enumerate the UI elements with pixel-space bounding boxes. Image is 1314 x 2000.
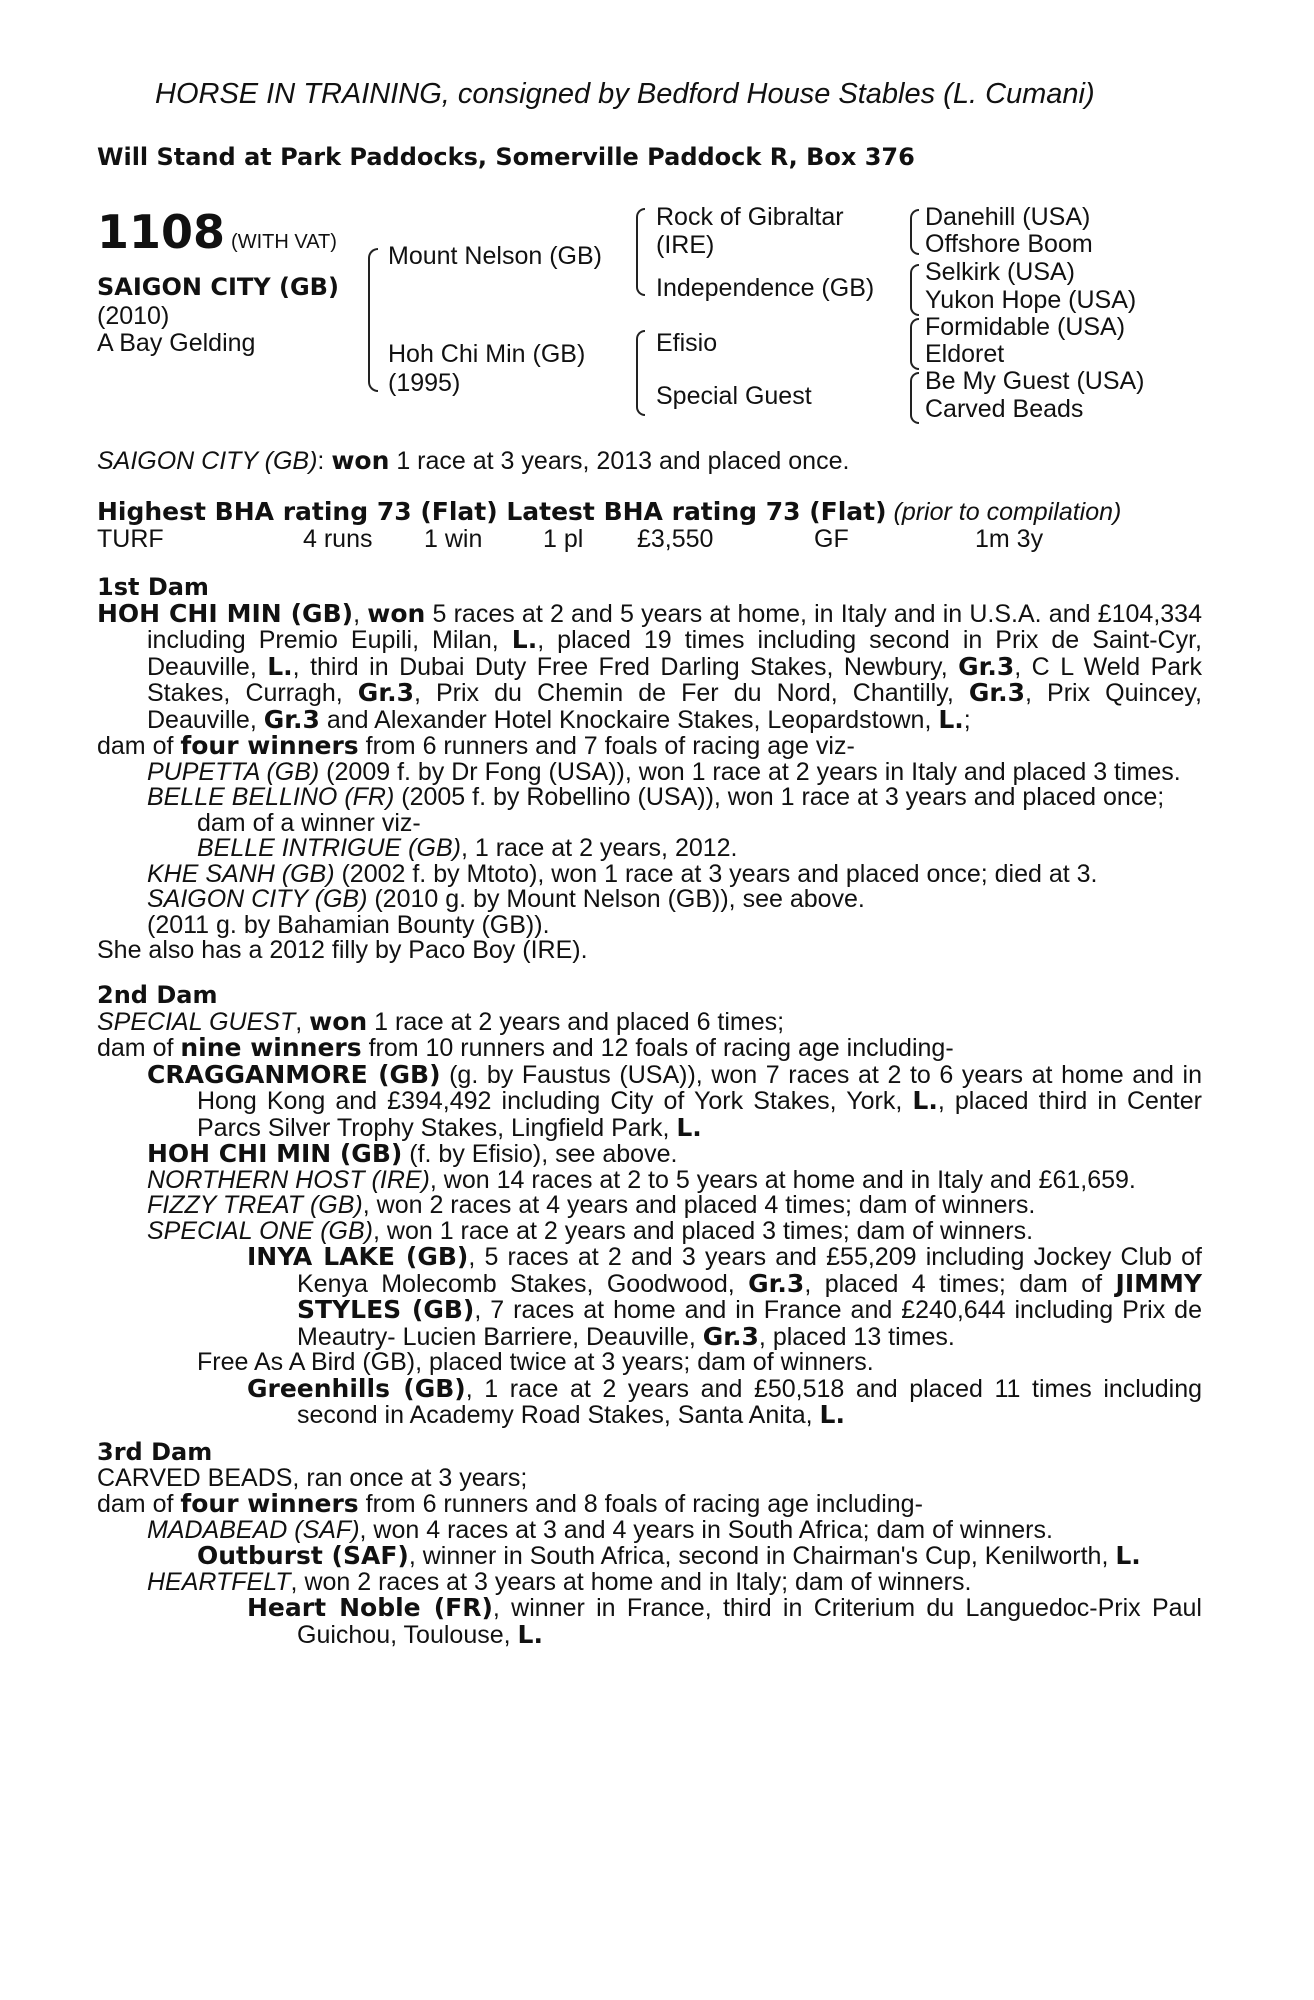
second-dam-foal-3: NORTHERN HOST (IRE), won 14 races at 2 to 5 years at home and in Italy and £61,659. [147,1165,1136,1194]
second-dam-heading: 2nd Dam [97,981,218,1009]
pedigree-g8: Carved Beads [925,395,1084,423]
first-dam-foal-4: SAIGON CITY (GB) (2010 g. by Mount Nelson (GB)), see above. [147,885,865,913]
pedigree-dam-sire: Efisio [656,329,718,357]
stat-distance: 1m 3y [975,525,1044,553]
third-dam-section [97,1440,1202,1648]
second-dam-grandfoal-2: Greenhills (GB), 1 race at 2 years and £50,518 and placed 11 times including second in Academy Road Stakes, Santa Anita, L. [247,1373,1203,1429]
first-dam-foal-5: (2011 g. by Bahamian Bounty (GB)). [147,910,550,939]
lot-number: 1108 [97,205,226,259]
consignor-header: HORSE IN TRAINING, consigned by Bedford House Stables (L. Cumani) [155,78,1095,110]
stat-wins: 1 win [424,525,483,553]
race-record-won: won [331,446,390,475]
pedigree-g2: Offshore Boom [925,230,1093,258]
horse-description: A Bay Gelding [97,329,256,357]
bha-rating-note: (prior to compilation) [893,498,1122,526]
first-dam-also: She also has a 2012 filly by Paco Boy (IRE). [97,936,588,964]
first-dam-record: HOH CHI MIN (GB), won 5 races at 2 and 5 years at home, in Italy and in U.S.A. and £104,334 including Premio Eupili, Milan, L., placed 19 times including second in Prix de Saint-Cyr, Deauville, L., third in Dubai Duty Free Fred Darling Stakes, Newbury, Gr.3, C L Weld Park Stakes, Curragh, Gr.3, Prix du Chemin de Fer du Nord, Chantilly, Gr.3, Prix Quincey, Deauville, Gr.3 and Alexander Hotel Knockaire Stakes, Leopardstown, L.; [97,598,1202,734]
pedigree-sire-dam: Independence (GB) [656,274,875,302]
second-dam-foal-1: CRAGGANMORE (GB) (g. by Faustus (USA)), won 7 races at 2 to 6 years at home and in Hong Kong and £394,492 including City of York Stakes, York, L., placed third in Center Parcs Silver Trophy Stakes, Lingfield Park, L. [147,1059,1202,1142]
first-dam-grandfoal: BELLE INTRIGUE (GB), 1 race at 2 years, 2012. [197,834,738,862]
pedigree-brace-sire [636,208,645,296]
stat-going: GF [814,525,849,553]
third-dam-grandfoal-1: Outburst (SAF), winner in South Africa, second in Chairman's Cup, Kenilworth, L. [197,1541,1141,1570]
pedigree-sire-sire-country: (IRE) [656,231,715,259]
stand-location: Will Stand at Park Paddocks, Somerville Paddock R, Box 376 [97,143,915,171]
race-record: SAIGON CITY (GB): won 1 race at 3 years, 2013 and placed once. [97,446,850,475]
bha-rating-text: Highest BHA rating 73 (Flat) Latest BHA rating 73 (Flat) [97,497,887,526]
pedigree-dam-dam: Special Guest [656,382,812,410]
pedigree-sire-sire: Rock of Gibraltar [656,203,844,231]
pedigree-g4: Yukon Hope (USA) [925,286,1137,314]
pedigree-brace-g3 [910,318,919,370]
vat-label: (WITH VAT) [231,231,337,253]
third-dam-foal-1: MADABEAD (SAF), won 4 races at 3 and 4 years in South Africa; dam of winners. [147,1515,1053,1544]
race-record-horse: SAIGON CITY (GB) [97,447,318,475]
pedigree-g5: Formidable (USA) [925,313,1126,341]
pedigree-brace-g4 [910,372,919,424]
pedigree-g7: Be My Guest (USA) [925,367,1145,395]
pedigree-brace-dam [636,330,645,416]
pedigree-g3: Selkirk (USA) [925,258,1076,286]
horse-name: SAIGON CITY (GB) [97,273,339,301]
first-dam-produce-summary: dam of four winners from 6 runners and 7 foals of racing age viz- [97,731,855,760]
first-dam-heading: 1st Dam [97,573,209,601]
third-dam-foal-2: HEARTFELT, won 2 races at 3 years at home and in Italy; dam of winners. [147,1567,972,1596]
first-dam-foal-2: BELLE BELLINO (FR) (2005 f. by Robellino (USA)), won 1 race at 3 years and placed once; dam of a winner viz- [147,783,1165,837]
second-dam-foal-6: Free As A Bird (GB), placed twice at 3 years; dam of winners. [197,1348,874,1376]
third-dam-produce-summary: dam of four winners from 6 runners and 8 foals of racing age including- [97,1489,923,1518]
first-dam-foal-3: KHE SANH (GB) (2002 f. by Mtoto), won 1 race at 3 years and placed once; died at 3. [147,859,1098,888]
stat-runs: 4 runs [303,525,373,553]
second-dam-foal-4: FIZZY TREAT (GB), won 2 races at 4 years and placed 4 times; dam of winners. [147,1191,1036,1219]
first-dam-foal-1: PUPETTA (GB) (2009 f. by Dr Fong (USA)), won 1 race at 2 years in Italy and placed 3 times. [147,757,1181,786]
second-dam-produce-summary: dam of nine winners from 10 runners and 12 foals of racing age including- [97,1033,954,1062]
pedigree-g1: Danehill (USA) [925,203,1091,231]
third-dam-heading: 3rd Dam [97,1438,213,1466]
first-dam-section [97,575,1202,964]
pedigree-dam: Hoh Chi Min (GB) [388,340,586,368]
pedigree-sire: Mount Nelson (GB) [388,242,602,270]
second-dam-section [97,983,1202,1429]
pedigree-brace-g1 [910,209,919,255]
second-dam-record: SPECIAL GUEST, won 1 race at 2 years and placed 6 times; [97,1006,785,1036]
race-record-text: 1 race at 3 years, 2013 and placed once. [389,447,850,475]
second-dam-foal-5: SPECIAL ONE (GB), won 1 race at 2 years and placed 3 times; dam of winners. [147,1216,1034,1245]
stat-earnings: £3,550 [637,525,714,553]
stat-placed: 1 pl [543,525,584,553]
pedigree-g6: Eldoret [925,340,1005,368]
pedigree-dam-year: (1995) [388,369,461,397]
lot-heading [97,205,337,259]
pedigree-brace-main [368,248,378,392]
second-dam-foal-2: HOH CHI MIN (GB) (f. by Efisio), see above. [147,1139,678,1168]
stat-surface: TURF [97,525,164,553]
bha-rating [97,497,1121,527]
foaling-year: (2010) [97,302,170,330]
third-dam-grandfoal-2: Heart Noble (FR), winner in France, third in Criterium du Languedoc-Prix Paul Guichou, Toulouse, L. [247,1593,1202,1649]
second-dam-grandfoal-1: INYA LAKE (GB), 5 races at 2 and 3 years and £55,209 including Jockey Club of Kenya Molecomb Stakes, Goodwood, Gr.3, placed 4 times; dam of JIMMY STYLES (GB), 7 races at home and in France and £240,644 including Prix de Meautry- Lucien Barriere, Deauville, Gr.3, placed 13 times. [247,1242,1202,1351]
pedigree-brace-g2 [910,264,919,316]
third-dam-record: CARVED BEADS, ran once at 3 years; [97,1463,528,1492]
